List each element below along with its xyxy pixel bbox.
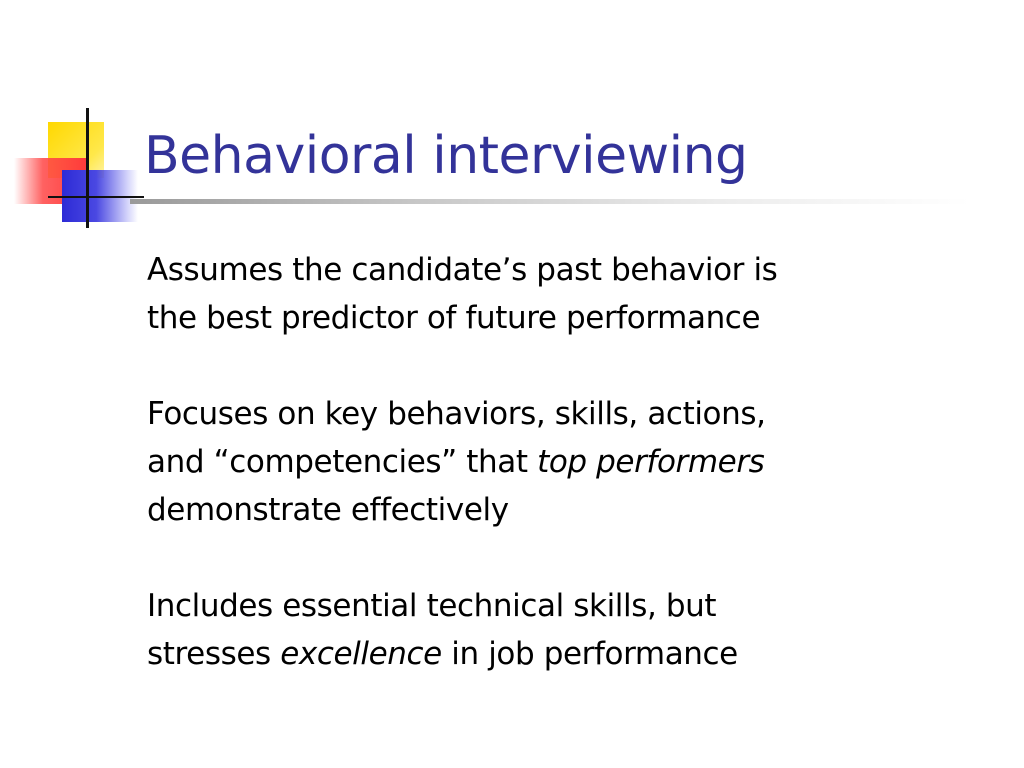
bullet-text: Assumes the candidate’s past behavior is <box>147 252 778 288</box>
bullet-text: stresses <box>147 636 281 672</box>
bullet-list <box>147 246 967 678</box>
bullet-item-key-behaviors <box>147 390 967 534</box>
emphasis-text: excellence <box>280 636 442 672</box>
slide-logo-decoration <box>0 100 150 240</box>
bullet-item-technical-skills <box>147 582 967 678</box>
bullet-text: Focuses on key behaviors, skills, actions, <box>147 396 766 432</box>
bullet-text: demonstrate effectively <box>147 492 509 528</box>
bullet-text: and “competencies” that <box>147 444 538 480</box>
horizontal-rule-decoration <box>48 196 144 198</box>
bullet-text: Includes essential technical skills, but <box>147 588 717 624</box>
bullet-item-past-behavior <box>147 246 967 342</box>
emphasis-text: top performers <box>537 444 765 480</box>
vertical-rule-decoration <box>86 108 89 228</box>
bullet-text: in job performance <box>441 636 738 672</box>
bullet-text: the best predictor of future performance <box>147 300 761 336</box>
slide-title: Behavioral interviewing <box>144 126 748 186</box>
title-underline <box>130 199 970 204</box>
